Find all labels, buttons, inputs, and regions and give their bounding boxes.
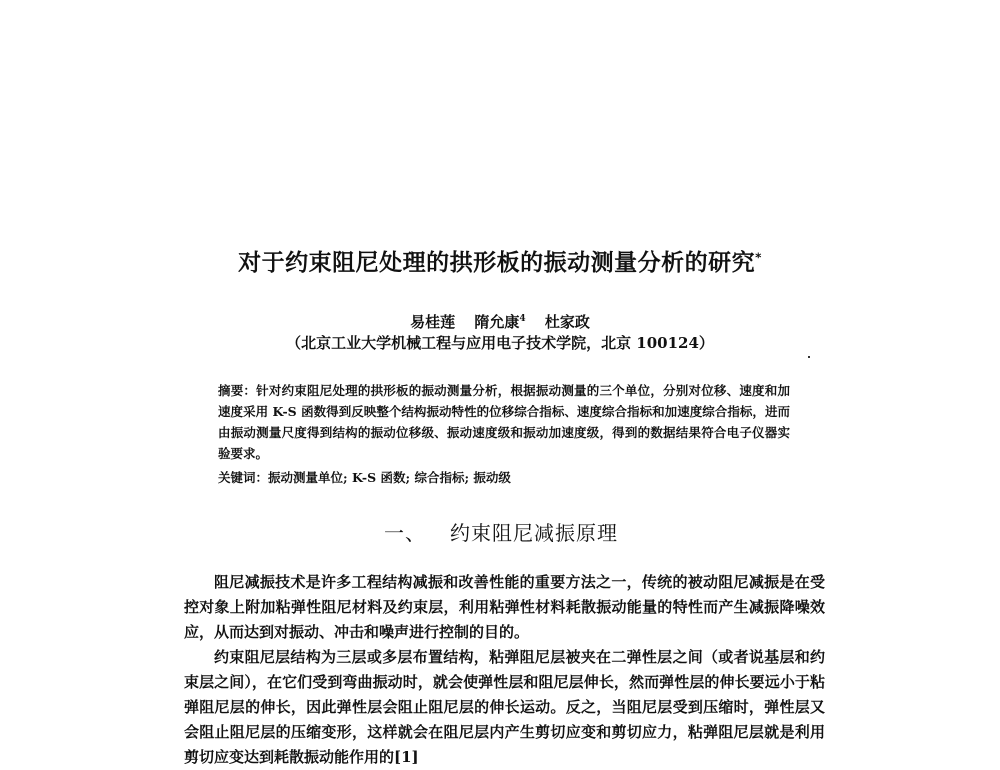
section-title: 约束阻尼减振原理	[450, 521, 618, 545]
author: 易桂莲	[410, 313, 456, 331]
paragraph: 阻尼减振技术是许多工程结构减振和改善性能的重要方法之一，传统的被动阻尼减振是在受控对象上附加粘弹性阻尼材料及约束层，利用粘弹性材料耗散振动能量的特性而产生减振降噪效应，从而达到对振动、冲击和噪声进行控制的目的。	[184, 573, 825, 641]
abstract-label: 摘要：	[218, 383, 257, 398]
author: 隋允康$^4$	[474, 313, 526, 331]
paper-title	[0, 244, 1000, 277]
keywords-label: 关键词：	[218, 470, 269, 485]
abstract-text: 针对约束阻尼处理的拱形板的振动测量分析，根据振动测量的三个单位，分别对位移、速度和加速度采用 K-S 函数得到反映整个结构振动特性的位移综合指标、速度综合指标和加速度综合指标，进而由振动测量尺度得到结构的振动位移级、振动速度级和振动加速度级，得到的数据结果符合电子仪器实验要求。	[218, 383, 790, 461]
author: 杜家政	[544, 313, 590, 331]
author-list	[0, 311, 1000, 332]
section-number: 一、	[384, 521, 426, 545]
body-text	[184, 570, 825, 770]
section-heading	[384, 517, 618, 546]
keywords	[218, 468, 790, 486]
stray-mark	[808, 356, 810, 358]
title-footnote-mark: *	[755, 250, 762, 265]
keywords-text: 振动测量单位; K-S 函数; 综合指标; 振动级	[268, 470, 511, 485]
affiliation: （北京工业大学机械工程与应用电子技术学院，北京 100124）	[286, 334, 714, 352]
abstract	[218, 380, 790, 464]
paragraph: 约束阻尼层结构为三层或多层布置结构，粘弹阻尼层被夹在二弹性层之间（或者说基层和约束层之间），在它们受到弯曲振动时，就会使弹性层和阻尼层伸长，然而弹性层的伸长要远小于粘弹阻尼层的伸长，因此弹性层会阻止阻尼层的伸长运动。反之，当阻尼层受到压缩时，弹性层又会阻止阻尼层的压缩变形，这样就会在阻尼层内产生剪切应变和剪切应力，粘弹阻尼层就是利用剪切应变达到耗散振动能作用的[1]	[184, 648, 825, 766]
title-text: 对于约束阻尼处理的拱形板的振动测量分析的研究	[238, 250, 756, 276]
